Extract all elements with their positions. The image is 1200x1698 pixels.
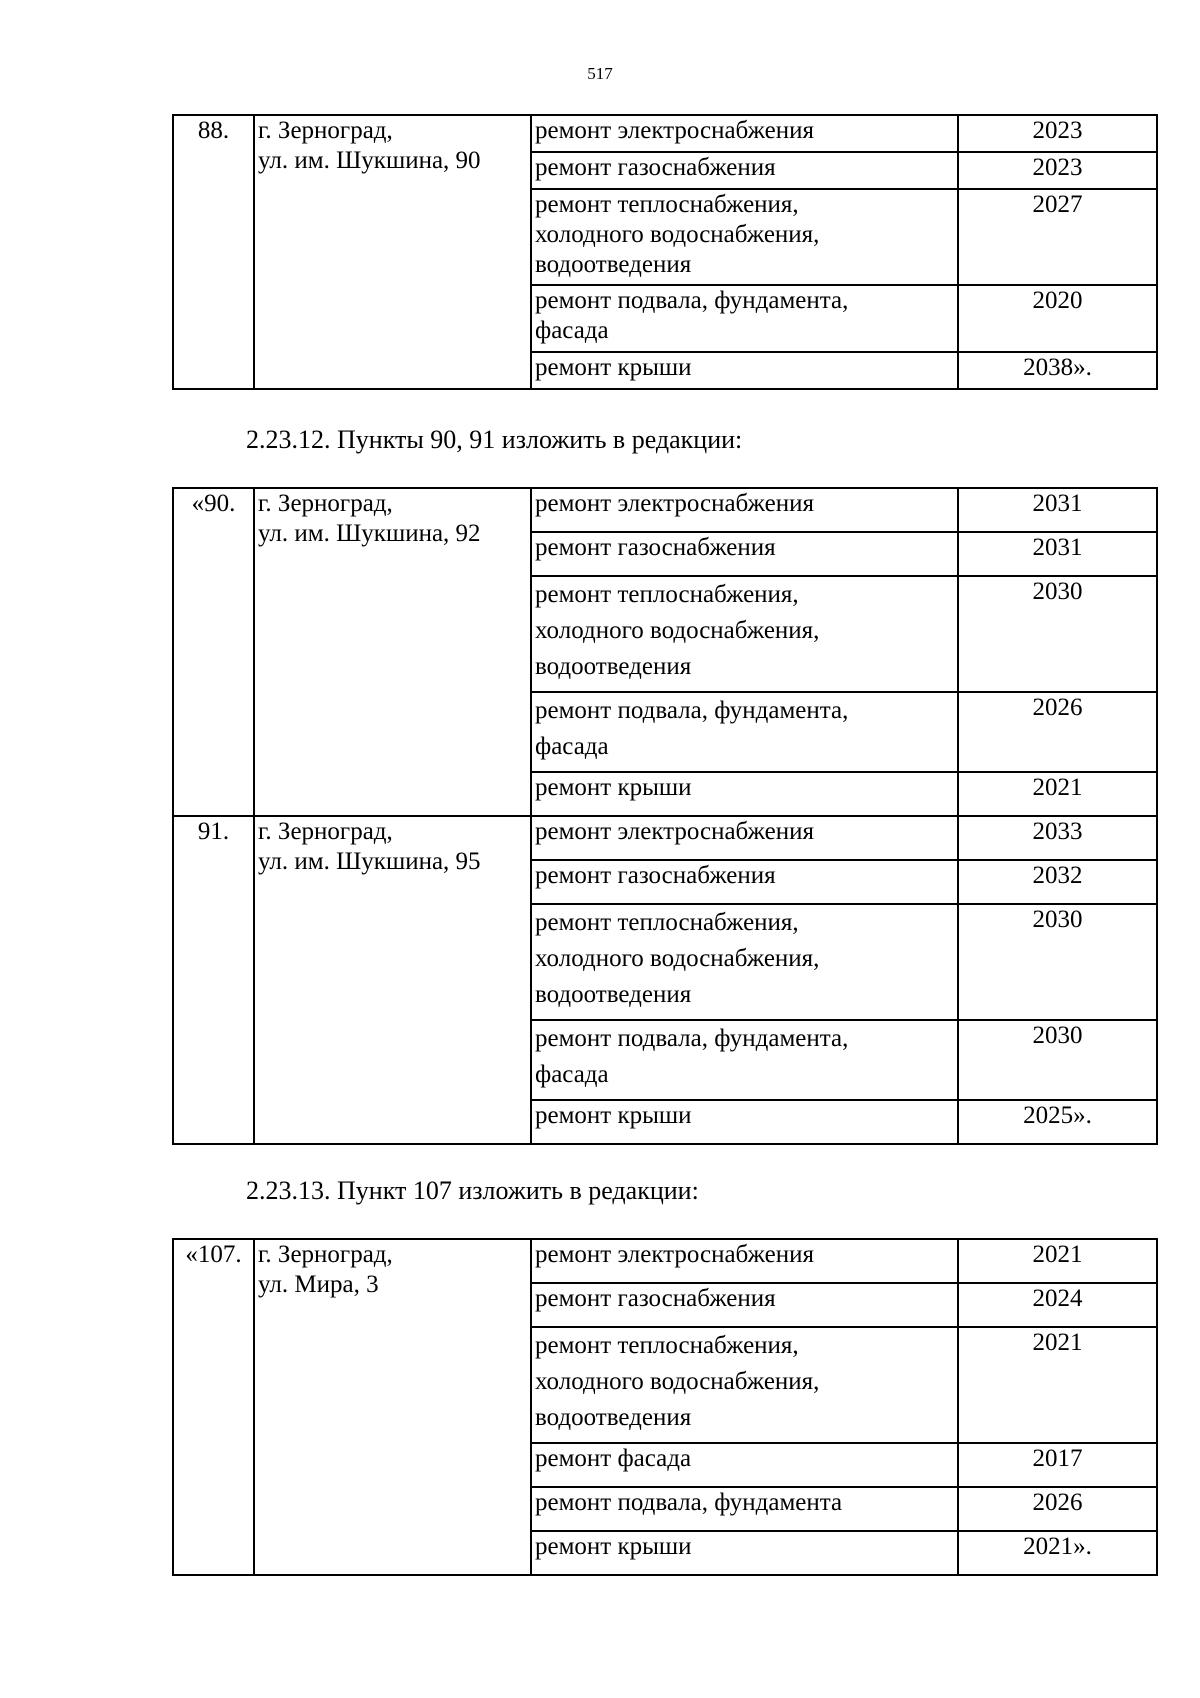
work-type: ремонт подвала, фундамента, фасада <box>531 285 958 352</box>
year-cell: 2033 <box>958 816 1157 860</box>
year-cell: 2032 <box>958 860 1157 904</box>
work-type: ремонт газоснабжения <box>531 1283 958 1327</box>
repair-table-1 <box>172 114 1158 390</box>
paragraph-2-23-12: 2.23.12. Пункты 90, 91 изложить в редакции: <box>246 425 743 454</box>
work-type: ремонт газоснабжения <box>531 532 958 576</box>
work-type: ремонт подвала, фундамента, фасада <box>531 1020 958 1100</box>
year-cell: 2021 <box>958 1327 1157 1443</box>
work-type: ремонт электроснабжения <box>531 816 958 860</box>
year-cell: 2038». <box>958 352 1157 389</box>
table-row <box>173 115 1157 152</box>
work-type: ремонт крыши <box>531 772 958 816</box>
page-number: 517 <box>587 64 613 83</box>
work-type: ремонт электроснабжения <box>531 1239 958 1283</box>
year-cell: 2031 <box>958 532 1157 576</box>
year-cell: 2023 <box>958 152 1157 189</box>
year-cell: 2027 <box>958 189 1157 285</box>
year-cell: 2030 <box>958 1020 1157 1100</box>
table-row <box>173 1239 1157 1283</box>
year-cell: 2026 <box>958 1487 1157 1531</box>
work-type: ремонт крыши <box>531 352 958 389</box>
work-type: ремонт фасада <box>531 1443 958 1487</box>
year-cell: 2026 <box>958 692 1157 772</box>
year-cell: 2025». <box>958 1100 1157 1144</box>
year-cell: 2021 <box>958 1239 1157 1283</box>
work-type: ремонт теплоснабжения, холодного водоснабжения, водоотведения <box>531 576 958 692</box>
work-type: ремонт подвала, фундамента <box>531 1487 958 1531</box>
work-type: ремонт теплоснабжения, холодного водоснабжения, водоотведения <box>531 904 958 1020</box>
item-number: «90. <box>173 488 254 816</box>
year-cell: 2030 <box>958 904 1157 1020</box>
work-type: ремонт подвала, фундамента, фасада <box>531 692 958 772</box>
work-type: ремонт электроснабжения <box>531 115 958 152</box>
repair-table-3 <box>172 1238 1158 1576</box>
address-cell: г. Зерноград, ул. им. Шукшина, 90 <box>254 115 531 389</box>
year-cell: 2021 <box>958 772 1157 816</box>
work-type: ремонт крыши <box>531 1531 958 1575</box>
year-cell: 2017 <box>958 1443 1157 1487</box>
year-cell: 2021». <box>958 1531 1157 1575</box>
work-type: ремонт крыши <box>531 1100 958 1144</box>
year-cell: 2020 <box>958 285 1157 352</box>
work-type: ремонт газоснабжения <box>531 860 958 904</box>
year-cell: 2023 <box>958 115 1157 152</box>
work-type: ремонт электроснабжения <box>531 488 958 532</box>
table-row <box>173 488 1157 532</box>
year-cell: 2030 <box>958 576 1157 692</box>
table-row <box>173 816 1157 860</box>
year-cell: 2031 <box>958 488 1157 532</box>
year-cell: 2024 <box>958 1283 1157 1327</box>
repair-table-2 <box>172 487 1158 1145</box>
work-type: ремонт теплоснабжения, холодного водоснабжения, водоотведения <box>531 189 958 285</box>
work-type: ремонт газоснабжения <box>531 152 958 189</box>
address-cell: г. Зерноград, ул. им. Шукшина, 92 <box>254 488 531 816</box>
item-number: «107. <box>173 1239 254 1575</box>
paragraph-2-23-13: 2.23.13. Пункт 107 изложить в редакции: <box>246 1176 699 1205</box>
address-cell: г. Зерноград, ул. Мира, 3 <box>254 1239 531 1575</box>
item-number: 91. <box>173 816 254 1144</box>
address-cell: г. Зерноград, ул. им. Шукшина, 95 <box>254 816 531 1144</box>
item-number: 88. <box>173 115 254 389</box>
work-type: ремонт теплоснабжения, холодного водоснабжения, водоотведения <box>531 1327 958 1443</box>
